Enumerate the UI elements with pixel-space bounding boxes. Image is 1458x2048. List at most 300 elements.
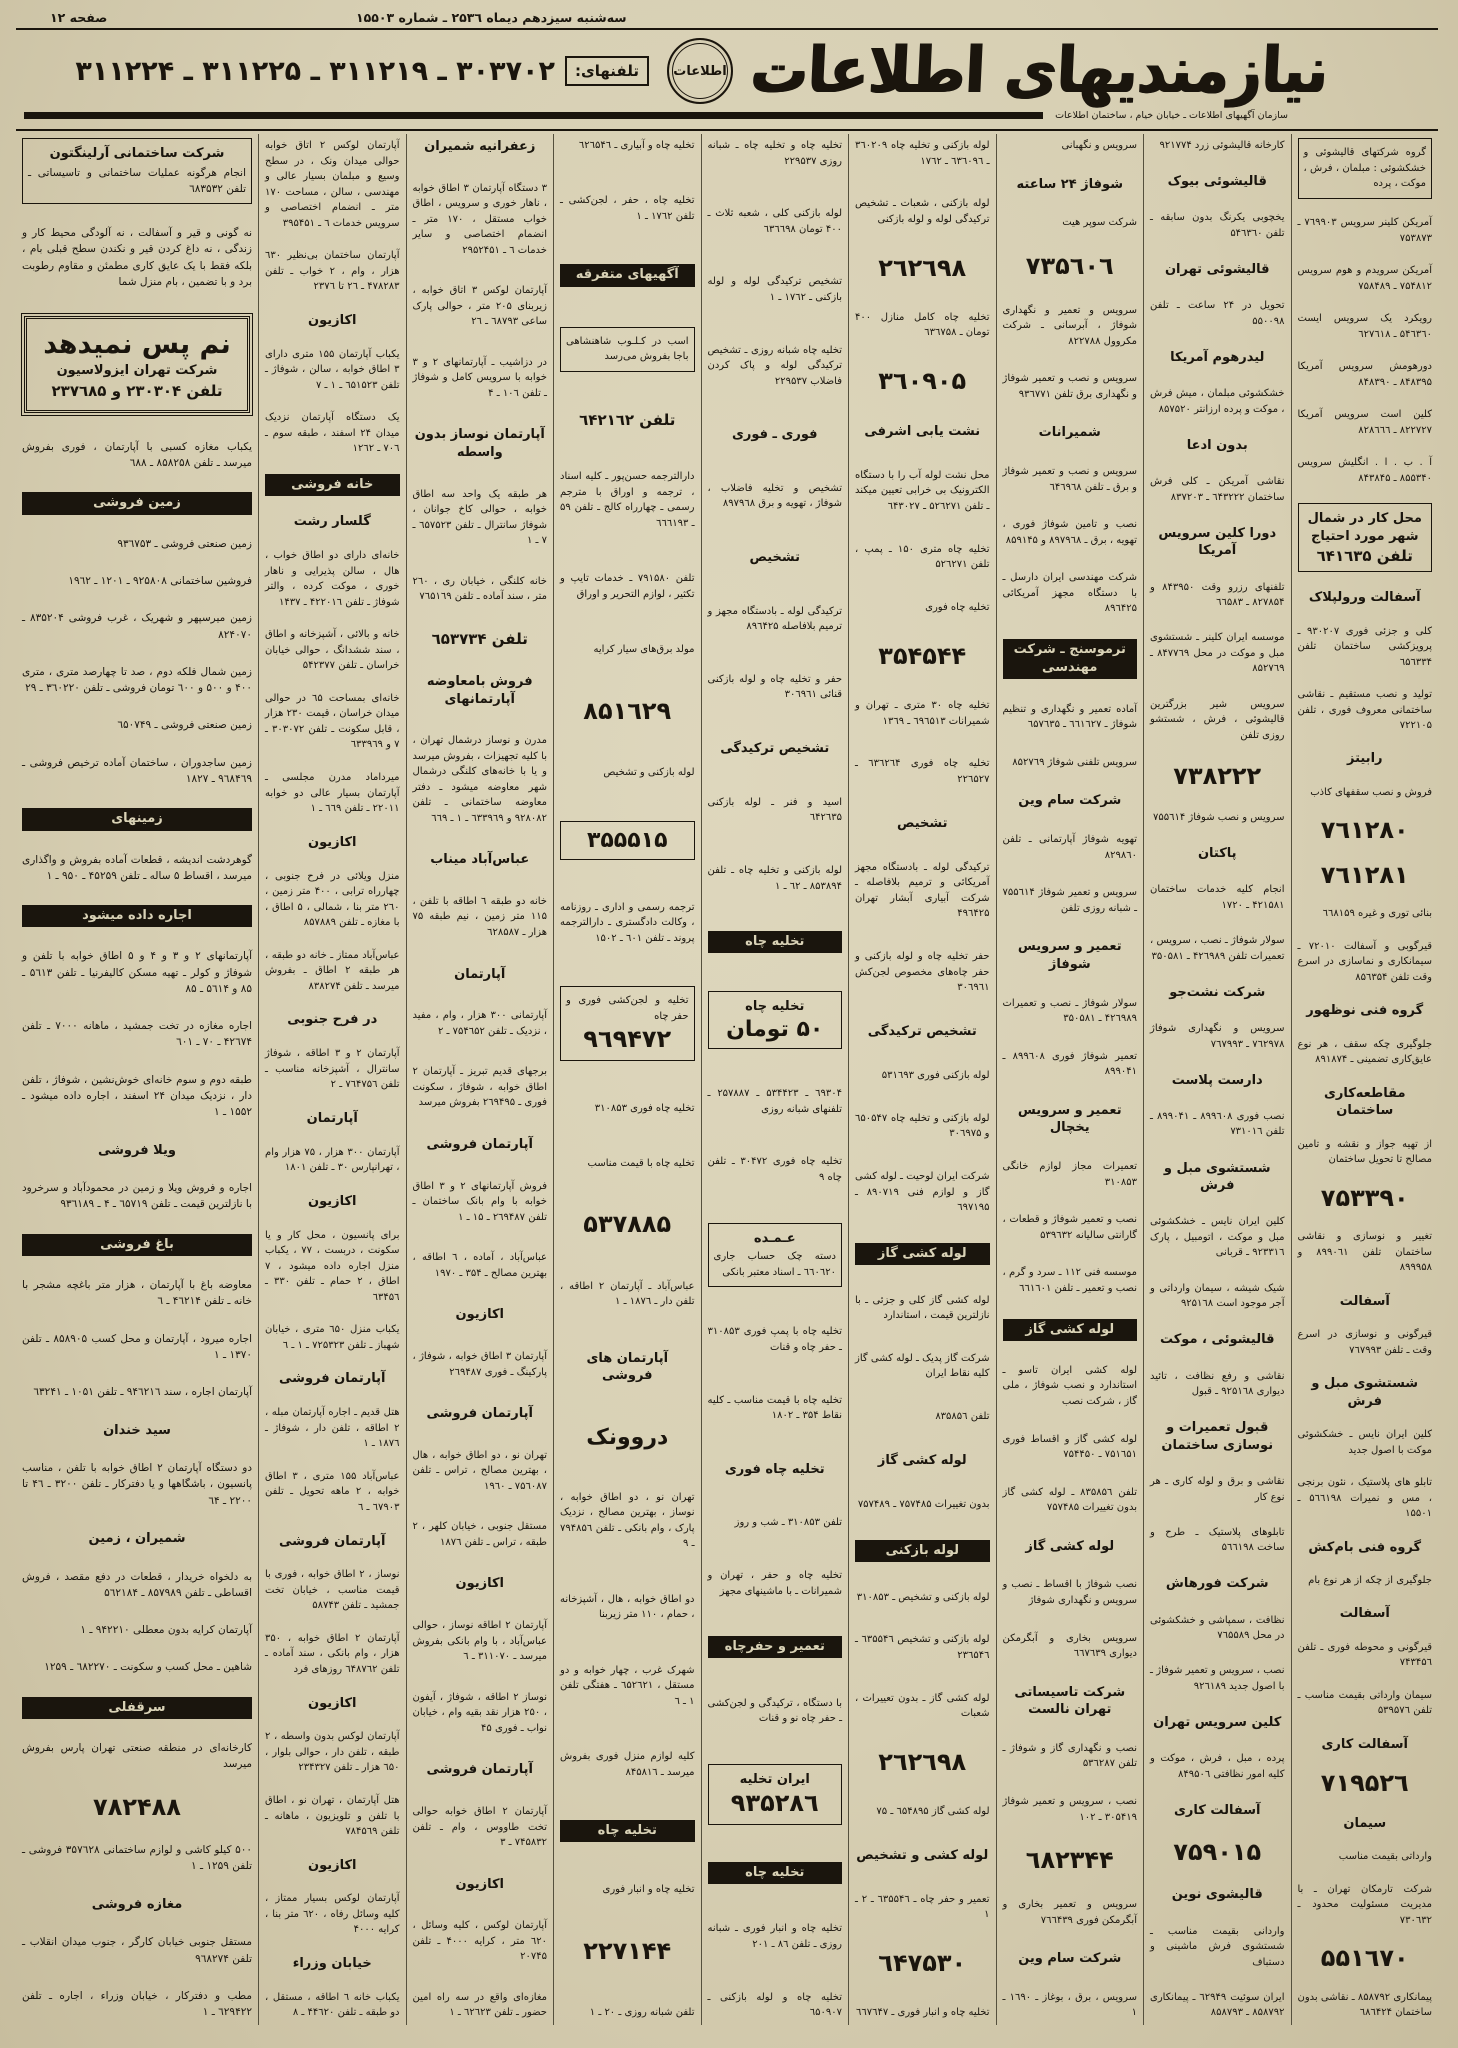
classified-ad-text: لوله بازکنی و تخلیه چاه ۳٦۰۲۰۹ ـ ٦۳٦۰۹٦ ـ ۱۷٦۲ — [855, 140, 990, 167]
masthead-title: نیازمندیهای اطلاعات — [749, 33, 1330, 108]
page-number: صفحه ۱۲ — [50, 10, 108, 25]
classified-phone-number: ۲٦۲٦۹۸ — [878, 253, 967, 282]
classified-ad-heading: ویلا فروشی — [98, 1142, 176, 1158]
classified-ad-heading: اکازیون — [307, 1857, 357, 1873]
classified-ad-text: عباس‌آباد ـ آپارتمان ۲ اطاقه ، تلفن دار ـ ۱۸۷٦ ـ ۱ — [560, 1280, 695, 1308]
classified-ad-text: آپارتمان لوکس بسیار ممتاز ، کلیه وسائل رفاه ، ٦۲۰ متر بنا ، کرایه ۴۰۰۰ — [265, 1893, 400, 1936]
classified-ad-heading: آپارتمان فروشی — [426, 1406, 533, 1422]
classified-ad-heading: آپارتمان فروشی — [279, 1533, 386, 1549]
classified-ad-text: جلوگیری چکه سقف ، هر نوع عایق‌کاری تضمینی ـ ۸۹۱۸۷۴ — [1297, 1038, 1432, 1066]
classified-ad-text: هتل قدیم ـ اجاره آپارتمان مبله ، ۲ اطاقه ، تلفن دار ، شوفاژ ـ ۱۸۷٦ ـ ۱ — [265, 1407, 400, 1450]
classified-ad-box — [560, 327, 695, 372]
classified-ad-heading: زعفرانیه شمیران — [424, 139, 536, 154]
classified-ad-text: نظافت ، سمپاشی و خشکشوئی در محل ۷٦۵۵۸۹ — [1150, 1614, 1285, 1642]
classified-ad-text: آپارتمان لوکس بدون واسطه ، ۲ طبقه ، تلفن دار ، حوالی بلوار ، ٦۵۰ هزار ـ تلفن ۲۳۴۳۲۷ — [265, 1731, 400, 1774]
classified-ad-text: بدون تغییرات ۷۵۷۴۸۵ ـ ۷۵۷۴۸۹ — [857, 1499, 990, 1511]
classified-ad-heading: شستشوی مبل و فرش — [1163, 1160, 1271, 1194]
classified-ad-text: نصب ، سرویس و تعمیر شوفاژ ۳۰۵۴۱۹ ـ ۱۰۲ — [1002, 1796, 1137, 1823]
classified-ad-text: منزل ویلائی در فرح جنوبی ، چهارراه ترابی ، ۴۰۰ متر زمین ، ۲٦۰ متر بنا ، شمالی ، ۵ اطاق ، با مغازه ـ تلفن ۸۵۷۸۸۹ — [265, 870, 400, 929]
classified-section-heading: آگهیهای متفرقه — [560, 264, 695, 286]
classified-ad-text: تخلیه چاه و حفر ، تهران و شمیرانات ـ با ماشینهای مجهز — [707, 1570, 842, 1597]
classified-ad-text: اسید و فنر ـ لوله بازکنی ٦۴۲٦۳۵ — [707, 796, 842, 824]
classified-ad-text: لوله بازکنی و تشخیص ـ ۳۱۰۸۵۳ — [856, 1591, 990, 1603]
classified-ad-text: تخلیه چاه فوری ۳۱۰۸۵۳ — [594, 1102, 695, 1114]
classified-ad-text: عباس‌آباد ، آماده ، ٦ اطاقه ، بهترین مصالح ـ ۳۵۴ ـ ۱۹۷۰ — [412, 1252, 548, 1279]
classified-ad-text: قیرگوبی و آسفالت ۷۲۰۱۰ ـ سیمانکاری و نماسازی در اسرع وقت تلفن ۸۵٦۳۵۴ — [1297, 940, 1432, 983]
classified-ad-text: نصب و تامین شوفاژ فوری ، تهویه ، برق ـ ۸۹۷۹٦۸ و ۸۵۹۱۴۵ — [1002, 519, 1137, 546]
classified-ad-text: فروشین ساختمانی ۹۲۵۸۰۸ ـ ۱۲۰۱ ـ ۱۹٦۲ — [68, 574, 252, 587]
classified-ad-text: زمین ساجدوران ، ساختمان آماده ترخیص فروشی ـ ۹٦۸۴٦۹ ـ ۱۸۲۷ — [22, 756, 252, 785]
classified-ad-heading: لیدرهوم آمریکا — [1170, 350, 1265, 366]
classified-phone-number: ۷٦۱۲۸۰ — [1320, 816, 1409, 845]
classified-ad-heading: شمیرانات — [1038, 425, 1101, 441]
classified-ad-heading: تعمیر و سرویس یخچال — [1017, 1102, 1122, 1136]
classified-ad-text: حفر و تخلیه چاه و لوله بازکنی قنائی ۳۰٦۹٦۱ — [707, 673, 842, 701]
classified-ad-heading: شرکت فورهاش — [1165, 1576, 1269, 1592]
display-ad-title: ۳۵۵۵۱۵ — [586, 827, 668, 853]
logo-text: اطلاعات — [673, 63, 727, 79]
classified-column-9 — [16, 134, 258, 2025]
classified-ad-text: آپارتمان ۲ و ۳ اطاقه ، شوفاژ سانترال ، آشپزخانه مناسب ـ تلفن ۷٦۴۷۵٦ ـ ۲ — [265, 1048, 400, 1091]
classified-ad-text: لوله بازکنی کلی ، شعبه ثلاث ـ ۴۰۰ تومان ٦۳٦٦۹۸ — [707, 208, 842, 235]
classified-ad-text: با دستگاه ، ترکیدگی و لجن‌کشی ـ حفر چاه نو و قنات — [707, 1697, 842, 1725]
classified-ad-heading: پاکتان — [1197, 846, 1237, 862]
classified-ad-text: پرده ، مبل ، فرش ، موکت و کلیه امور نظافتی ۸۴۹۵۰٦ — [1150, 1753, 1285, 1780]
classified-ad-text: محل نشت لوله آب را با دستگاه الکترونیک بی خرابی تعیین میکند ـ تلفن ۵۲٦۲۷۱ ـ ٦۴۳۰۲۷ — [855, 469, 990, 512]
classified-ad-text: سرویس و نگهداری شوفاژ ۷٦۲۹۷۸ ـ ۷٦۷۹۹۳ — [1150, 1023, 1285, 1050]
classified-ad-text: کارخانه قالیشوئی زرد ۹۲۱۷۷۴ — [1159, 140, 1285, 151]
classified-ad-text: دارالترجمه حسن‌پور ـ کلیه اسناد ، ترجمه و اوراق با مترجم رسمی ـ چهارراه کالج ـ تلفن ۵۹ ـ ٦٦٦۱۹۳ — [560, 471, 695, 529]
classified-ad-text: تولید و نصب مستقیم ـ نقاشی ساختمانی معروف فوری ، تلفن ۷۲۲۱۰۵ — [1297, 689, 1432, 732]
classified-ad-text: تلفن شبانه روزی ـ ۲۰ ـ ۱ — [589, 2007, 695, 2019]
classified-ad-heading: آسفالت کاری — [1174, 1802, 1261, 1818]
classified-ad-text: نصب فوری ۸۹۹٦۰۸ ـ ۸۹۹۰۴۱ ـ تلفن ۷۳۱۰۱٦ — [1150, 1110, 1285, 1138]
classified-ad-text: خانه کلنگی ، خیابان ری ، ۲٦۰ متر ، سند آماده ـ تلفن ۷٦۵۱٦۹ — [412, 575, 547, 603]
classified-phone-number: ۵۵۱٦۷۰ — [1320, 1944, 1409, 1973]
classified-ad-text: آپارتمان ساختمان بی‌نظیر ٦۳۰ هزار ، وام ، ۲ خواب ـ تلفن ۴۷۸۲۸۳ ـ ۲٦ تا ۲۳۷٦ — [265, 250, 400, 293]
classified-column-1 — [1291, 134, 1439, 2025]
classified-ad-text: تعمیرات مجاز لوازم خانگی ۳۱۰۸۵۳ — [1002, 1161, 1137, 1188]
classified-ad-text: آپارتمان کرایه بدون معطلی ۹۴۲۲۱۰ ـ ۱ — [80, 1624, 252, 1637]
classified-section-heading: لوله کشی گاز — [855, 1243, 990, 1265]
classified-ad-text: کارخانه‌ای در منطقه صنعتی تهران پارس بفروش میرسد — [22, 1741, 252, 1771]
classified-section-heading: لوله کشی گاز — [1003, 1319, 1138, 1341]
classified-ad-heading: شرکت نشت‌جو — [1169, 984, 1266, 1000]
classified-ad-text: نصب و تعمیر شوفاژ و قطعات ، گارانتی سالیانه ۵۳۹٦۳۲ — [1002, 1214, 1137, 1241]
classified-section-heading: زمینهای — [22, 808, 252, 830]
classified-ad-box — [560, 986, 695, 1061]
classified-ad-text: لوله کشی گاز کلی و جزئی ـ با نازلترین قیمت ، استاندارد — [855, 1294, 990, 1322]
decorative-bar — [24, 112, 1043, 119]
classified-ad-text: سرویس شیر بزرگترین قالیشوئی ، فرش ، شستشو روزی تلفن — [1150, 698, 1285, 741]
classified-ad-text: خشکشوئی مبلمان ، میش فرش ، موکت و پرده ارزانتر ۸۵۷۵۲۰ — [1150, 388, 1285, 415]
classified-ad-text: در دزاشیب ـ آپارتمانهای ۲ و ۳ خوابه با سرویس کامل و شوفاژ ـ تلفن ۱۰٦ ـ ۴ — [412, 356, 547, 399]
classified-ad-text: مدرن و نوساز درشمال تهران ، با کلیه تجهیزات ، بفروش میرسد و یا با خانه‌های کلنگی درشمال شهر معاوضه میشود ـ دفتر معاوضه ساختمانی ـ تلفن ۹۲۸۰۸۲ و ٦۳۳۹٦۹ ـ ۱ ـ ٦٦۹ — [412, 735, 547, 824]
classified-ad-text: سولار شوفاژ ـ نصب و تعمیرات ۴۲٦۹۸۹ ـ ۳۵۰۵۸۱ — [1002, 997, 1137, 1025]
classified-ad-heading: آسفالت — [1339, 1293, 1390, 1309]
classified-ad-box — [1298, 138, 1433, 199]
classified-ad-text: تخلیه و لجن‌کشی فوری و حفر چاه — [566, 995, 689, 1022]
classified-ad-text: ترجمه رسمی و اداری ـ روزنامه ، وکالت دادگستری ـ دارالترجمه پروند ـ تلفن ٦۰۱ ـ ۱۵۰۲ — [560, 901, 695, 944]
classified-ad-text: تخلیه چاه با قیمت مناسب — [587, 1158, 695, 1169]
classified-ad-heading: عـمـده — [753, 1230, 796, 1246]
classified-ad-heading: تخلیه چاه — [745, 998, 805, 1014]
classified-ad-text: آپارتمانهای ۲ و ۳ و ۴ و ۵ اطاق خوابه با تلفن و شوفاژ و کولر ـ تهیه مسکن کالیفرنیا ـ تلفن ۵٦۱۳ ـ ۸۵ و ۵٦۱۴ ـ ۸۵ — [22, 950, 253, 995]
classified-ad-text: لوله بازکنی فوری ۵۳۱٦۹۳ — [881, 1069, 990, 1081]
classified-section-heading: سرقفلی — [22, 1697, 252, 1719]
classified-ad-text: تشخیص و تخلیه فاضلاب ، شوفاژ ، تهویه و برق ۸۹۷۹٦۸ — [707, 482, 842, 510]
masthead-subtext: سازمان آگهیهای اطلاعات ـ خیابان خیام ، ساختمان اطلاعات — [1055, 110, 1288, 121]
classified-ad-text: سرویس و نصب و تعمیر شوفاژ و نگهداری برق تلفن ۹۳٦۷۷۱ — [1002, 373, 1137, 400]
classified-ad-text: تخلیه چاه متری ۱۵۰ ـ پمپ ، تلفن ۵۲٦۲۷۱ — [855, 543, 990, 571]
page-info-bar — [16, 6, 1438, 30]
classified-ad-text: لوله بازکنی و تخلیه چاه ٦۵۰۵۴۷ و ۳۰٦۹۷۵ — [855, 1112, 990, 1140]
classified-ad-text: یخچوبی یکرنگ بدون سابقه ـ تلفن ۵۴٦۳٦۰ — [1150, 212, 1285, 239]
masthead-phones — [75, 56, 649, 87]
classified-ad-heading: شرکت تاسیساتی تهران نالست — [1014, 1684, 1126, 1718]
classified-ad-text: آپارتمان اجاره ، سند ۹۴٦۲۱٦ ـ تلفن ۱۰۵۱ ـ ٦۳۲۴۱ — [33, 1386, 252, 1399]
classified-phone-number: ۷۵۳۳۹۰ — [1320, 1183, 1409, 1212]
newspaper-logo-stamp — [667, 38, 733, 104]
classified-ad-text: مولد برق‌های سیار کرایه — [593, 644, 695, 656]
masthead-row — [16, 30, 1438, 110]
classified-section-heading: لوله بازکنی — [855, 1540, 990, 1562]
classified-section-heading: تخلیه چاه — [708, 1862, 843, 1884]
display-ad-title: دروونک — [586, 1424, 669, 1450]
classified-section-heading: تخلیه چاه — [708, 931, 843, 953]
classified-ad-text: شرکت مهندسی ایران دارسل ـ با دستگاه مجهز آمریکائی ۸۹٦۴۲۵ — [1002, 572, 1137, 615]
classified-ad-text: تحویل در ۲۴ ساعت ـ تلفن ۵۵۰۰۹۸ — [1150, 300, 1285, 327]
classified-ad-heading: تشخیص — [749, 550, 801, 566]
classified-ad-text: تخلیه چاه شبانه روزی ـ تشخیص ترکیدگی لوله و پاک کردن فاضلاب ۲۲۹۵۳۷ — [707, 344, 842, 387]
classified-ad-text: لوله کشی گاز و اقساط فوری ۷۵۱٦۵۱ ـ ۷۵۴۴۵۰ — [1002, 1433, 1137, 1460]
classified-ad-box — [1298, 503, 1433, 572]
classified-ad-heading: فروش بامعاوضه آپارتمانهای — [426, 674, 533, 707]
classified-ad-text: تغییر و نوسازی و نقاشی ساختمان تلفن ۸۹۹۰٦۱ و ۸۹۹۹۵۸ — [1297, 1231, 1433, 1274]
classified-column-7 — [406, 134, 554, 2025]
classified-phone-number: ۳٦۰۹۰۵ — [878, 367, 967, 396]
classified-ad-text: اسب در کـلـوب شاهنشاهی باجا بفروش می‌رسد — [566, 335, 689, 362]
classified-ad-heading: اکازیون — [307, 1193, 357, 1209]
classified-ad-box — [22, 138, 252, 204]
display-ad-title: ۵۰ تومان — [726, 1017, 824, 1043]
classified-section-heading: ترموسنج ـ شرکت مهندسی — [1003, 639, 1138, 679]
classified-ad-text: عباس‌آباد ۱۵۵ متری ، ۳ اطاق خوابه ، ۲ ماهه تحویل ـ تلفن ٦۷۹۰۳ ـ ٦ — [265, 1470, 400, 1513]
classified-ad-heading: آپارتمان نوساز بدون واسطه — [414, 427, 545, 461]
classified-section-heading: زمین فروشی — [22, 492, 252, 514]
classified-ad-text: مستقل جنوبی خیابان کارگر ، جنوب میدان انقلاب ـ تلفن ۹٦۸۲۷۴ — [22, 1936, 252, 1965]
classified-ad-text: زمین میرسپهر و شهریک ، غرب فروشی ۸۳۵۲۰۴ ـ ۸۲۴۰۷۰ — [22, 612, 252, 641]
classified-ad-box — [708, 1764, 843, 1825]
classified-ad-text: لوله بازکنی و تشخیص — [603, 767, 695, 779]
classified-ad-text: سرویس بخاری و آبگرمکن دیواری ٦٦۷٦۳۹ — [1002, 1632, 1137, 1660]
classified-ad-text: سرویس و نصب و تعمیر شوفاژ و برق ـ تلفن ٦۴٦۹٦۸ — [1002, 466, 1137, 493]
classified-ad-text: بنائی توری و غیره ٦٦۸۱۵۹ — [1322, 908, 1432, 920]
classified-section-heading: خانه فروشی — [265, 474, 400, 496]
classified-ad-text: اجاره و فروش ویلا و زمین در محمودآباد و سرخرود با نازلترین قیمت ـ تلفن ٦۵۷۱۹ ـ ۴ ـ ۹۳٦۱۸۹ — [22, 1182, 252, 1211]
classified-ad-text: عباس‌آباد ممتاز ـ خانه دو طبقه ، هر طبقه ۲ اطاق ـ بفروش میرسد ـ تلفن ۸۳۸۲۷۴ — [265, 949, 400, 992]
classified-column-5 — [701, 134, 849, 2025]
classified-ad-text: میرداماد مدرن مجلسی ـ آپارتمان بسیار عالی دو خوابه ۲۲۰۱۱ ـ تلفن ٦٦۹ ـ ۱ — [265, 772, 400, 815]
classified-ad-text: گوهردشت اندیشه ، قطعات آماده بفروش و واگذاری میرسد ، اقساط ۵ ساله ـ تلفن ۴۵۲۵۹ ـ ۹۵۰ ـ ۱ — [22, 853, 252, 882]
classified-ad-text: دورهومش سرویس آمریکا ۸۴۸۳۹۵ ـ ۸۴۸۳۹۰ — [1297, 361, 1432, 388]
classified-ad-heading: اکازیون — [455, 1307, 504, 1323]
classified-ad-text: تابلو های پلاستیک ، نئون برنجی ، مس و نمیرات ۵٦٦۱۹۸ ـ ۱۵۵۰۱ — [1297, 1477, 1433, 1520]
classified-ad-text: تخلیه چاه و آبیاری ـ ٦۲٦۵۴٦ — [578, 140, 695, 151]
classified-phone-number-small: تلفن ٦۴۲۱٦۲ — [579, 411, 676, 430]
classified-ad-text: نقاشی و رفع نظافت ، تائید دیواری ۹۲۵۱٦۸ ـ قبول — [1150, 1370, 1285, 1398]
classified-ad-heading: خیابان وزراء — [292, 1956, 372, 1972]
classified-ad-heading: لوله کشی و تشخیص — [856, 1848, 989, 1864]
classified-ad-text: شرکت ایران لوحیت ـ لوله کشی گاز و لوازم فنی ۸۹۰۷۱۹ ـ ٦۹۷۱۹۵ — [855, 1171, 990, 1214]
classified-ad-text: تهران نو ، دو اطاق خوابه ، هال ، بهترین مصالح ، تراس ـ تلفن ۷۵٦۰۸۷ ـ ۱۹٦۰ — [412, 1449, 547, 1492]
classified-column-3 — [996, 134, 1144, 2025]
classified-phone-number: ۹٦۹۴۷۲ — [583, 1025, 672, 1054]
classified-phone-number: ۷۱۹۵۲٦ — [1320, 1769, 1409, 1798]
classified-ad-heading: آپارتمان های فروشی — [586, 1350, 669, 1384]
classified-ad-heading: اکازیون — [455, 1576, 504, 1592]
classified-ad-text: تلفن ۸۳۵۸۵٦ ـ لوله کشی گاز بدون تغییرات ۷۵۷۴۸۵ — [1002, 1486, 1137, 1514]
classified-ad-text: آ . ب . ا . انگلیش سرویس ۸۵۵۳۴۰ ـ ۸۴۳۸۴۵ — [1297, 457, 1432, 484]
classified-ad-text: آپارتمان ۳۰۰ هزار ، ۷۵ هزار وام ، تهرانپارس ۳۰ ـ تلفن ۱۸۰۱ — [265, 1146, 400, 1174]
classified-ad-heading: دارست پلاست — [1171, 1072, 1263, 1088]
classified-ad-text: واردانی بقیمت مناسب ـ شستشوی فرش ماشینی و دستباف — [1150, 1925, 1285, 1968]
classified-phone-number: ۳۵۴۵۴۴ — [878, 642, 967, 671]
classified-ad-text: زمین صنعتی فروشی ـ ٦۵۰۷۴۹ — [117, 719, 252, 732]
classified-ad-heading: تخلیه چاه فوری — [724, 1461, 825, 1477]
classified-ad-text: یک دستگاه آپارتمان نزدیک میدان ۲۴ اسفند ، طبقه سوم ـ ۷۰٦ ـ ۱۲٦۲ — [265, 412, 400, 455]
classified-phone-number: ۷۳۵٦۰٦ — [1025, 251, 1114, 280]
classified-ad-text: آپارتمان ۲ اطاق خوابه حوالی تخت طاووس ، وام ـ تلفن ۷۴۵۸۳۲ ـ ۳ — [412, 1806, 547, 1849]
classified-ad-text: ترکیدگی لوله ـ بادستگاه مجهز و ترمیم بلافاصله ۸۹٦۴۲۵ — [707, 605, 842, 633]
classified-ad-text: نقاشی و برق و لوله کاری ـ هر نوع کار — [1150, 1476, 1285, 1503]
classified-ad-text: تخلیه چاه ۳۰ متری ـ تهران و شمیرانات ٦۹٦۵۱۳ ـ ۱۳٦۹ — [855, 700, 990, 727]
classified-ad-text: نقاشی آمریکن ـ کلی فرش ساختمان ٦۴۳۲۲۲ ـ ۸۳۷۲۰۳ — [1150, 476, 1285, 503]
classified-ad-text: دو اطاق خوابه ، هال ، آشپزخانه ، حمام ، ۱۱۰ متر زیربنا — [560, 1593, 695, 1621]
classified-ad-text: تخلیه چاه و انبار فوری ـ ٦٦۷٦۴۷ — [855, 2007, 990, 2019]
classified-ad-text: خانه دو طبقه ٦ اطاقه با تلفن ، ۱۱۵ متر زمین ، نیم طبقه ۷۵ هزار ـ ٦۲۸۵۸۷ — [412, 895, 547, 938]
classified-ad-heading: تشخیص ترکیدگی — [720, 741, 830, 757]
classified-ad-text: ترکیدگی لوله ـ بادستگاه مجهز آمریکائی و ترمیم بلافاصله ـ شرکت آبیاری آبشار تهران ۴۹٦۴۲۵ — [855, 861, 990, 920]
classified-ad-text: خانه و بالائی ، آشپزخانه و اطاق ، سند ششدانگ ، حوالی خیابان خراسان ـ تلفن ۵۴۲۳۷۷ — [265, 629, 400, 672]
classified-ad-box — [560, 821, 695, 860]
classified-ad-text: سرویس ، برق ، بوغاز ـ ۱٦۹۰ ـ ۱ — [1002, 1991, 1137, 2019]
classified-ad-heading: گلسار رشت — [293, 514, 371, 530]
classified-ad-heading: آپارتمان فروشی — [426, 1136, 533, 1152]
classified-ad-heading: بدون ادعا — [1186, 437, 1248, 453]
classified-ad-text: لوله بازکنی ، شعبات ـ تشخیص ترکیدگی لوله و لوله بازکنی — [855, 198, 990, 225]
classified-ad-text: کلی و جزئی فوری ۹۳۰۲۰۷ ـ پرویزکشی ساختمان تلفن ٦۵٦۳۳۴ — [1297, 625, 1432, 668]
classified-ad-heading: شوفاژ ۲۴ ساعته — [1016, 176, 1123, 192]
classified-ad-heading: شرکت سام وین — [1018, 793, 1122, 809]
classified-ad-heading: عباس‌آباد میناب — [430, 852, 530, 868]
classified-ad-text: شرکت تارمکان تهران ـ با مدیریت مسئولیت محدود ـ ۷۳۰٦۳۲ — [1297, 1883, 1432, 1926]
classified-ad-heading: شرکت سام وین — [1018, 1951, 1122, 1967]
classified-ad-heading: اکازیون — [455, 1876, 504, 1892]
classified-ad-text: تابلوهای پلاستیک ـ طرح و ساخت ۵٦٦۱۹۸ — [1150, 1526, 1285, 1554]
classified-ad-heading: قالیشوئی تهران — [1164, 262, 1270, 278]
classified-ad-text: موسسه ایران کلینر ـ شستشوی مبل و موکت در محل ۸۴۷۷٦۹ ـ ۸۵۲۷٦۹ — [1150, 632, 1285, 675]
classified-column-8 — [258, 134, 406, 2025]
classified-phone-number: ٦۸۲۳۴۴ — [1025, 1846, 1114, 1875]
classified-ad-heading: شستشوی مبل و فرش — [1311, 1376, 1419, 1409]
classified-ad-heading: تشخیص ترکیدگی — [867, 1024, 977, 1039]
classified-ad-heading: قالیشوئی بیوک — [1167, 174, 1267, 190]
classified-phone-number-small: تلفن ٦۵۳۷۳۴ — [431, 629, 528, 648]
classified-ad-text: ٦۹۳۰۴ ـ ۵۳۴۴۲۳ ـ ۲۵۷۸۸۷ ـ تلفنهای شبانه روزی — [707, 1088, 843, 1115]
classified-ad-text: خانه‌ای دارای دو اطاق خواب ، هال ، سالن پذیرایی و ناهار خوری ، موکت کرده ، والتر شوفاژ ـ تلفن ۴۲۲۰۱٦ ـ ۱۴۳۷ — [265, 550, 400, 608]
classified-ad-heading: آسفالت کاری — [1321, 1736, 1408, 1752]
classified-ad-heading: لوله کشی گاز — [877, 1453, 967, 1469]
classified-ad-text: سرویس تلفنی شوفاژ ۸۵۲۷٦۹ — [1012, 756, 1137, 768]
classified-ad-heading: در فرح جنوبی — [287, 1012, 378, 1028]
classified-ad-text: قیرگونی و محوطه فوری ـ تلفن ۷۴۳۴۵٦ — [1297, 1641, 1432, 1669]
classified-ad-heading: شرکت ساختمانی آرلینگتون — [49, 146, 225, 161]
classified-ad-heading: اکازیون — [307, 834, 357, 850]
classified-ad-text: تلفنهای رزرو وقت ۸۴۳۹۵۰ و ۸۲۷۸۵۴ ـ ٦٦۵۸۳ — [1150, 581, 1285, 609]
classified-ad-text: تخلیه چاه و تخلیه چاه ـ شبانه روزی ۲۲۹۵۳۷ — [707, 140, 842, 167]
classified-ad-text: سرویس و نصب شوفاژ ۷۵۵٦۱۴ — [1152, 812, 1285, 823]
classified-ad-heading: قالیشوئی ، موکت — [1159, 1332, 1275, 1348]
classified-ad-text: کلین است سرویس آمریکا ۸۲۲۷۲۷ ـ ۸۲۸٦٦٦ — [1297, 409, 1432, 436]
classified-phone-number-small: تلفن ۲۳۰۳۰۴ و ۲۳۷٦۸۵ — [51, 381, 223, 400]
classified-ad-text: به دلخواه خریدار ، قطعات در دفع مقصد ، فروش اقساطی ـ تلفن ۸۵۷۹۸۹ ـ ۵٦۲۱۸۴ — [22, 1570, 252, 1599]
classifieds-columns — [16, 129, 1438, 2025]
classified-ad-heading: آپارتمان — [306, 1110, 358, 1126]
classified-ad-text: برجهای قدیم تبریز ـ آپارتمان ۲ اطاق خوابه ، شوفاژ ، سکونت فوری ـ ۲٦۹۴۹۵ بفروش میرسد — [412, 1066, 547, 1109]
classified-ad-heading: مقاطعه‌کاری ساختمان — [1323, 1085, 1406, 1119]
classified-ad-text: آپارتمان لوکس ۲ اتاق خوابه حوالی میدان ونک ، در سطح وسیع و مبلمان بسیار عالی و مهندسی ، سالن ، مساحت ۱۷۰ متر ـ انضمام اختصاصی و سرویس خدمات ٦ ـ ۳۹۵۴۵۱ — [265, 140, 400, 229]
classified-ad-text: ایران سوئیت ٦۲۹۴۹ ـ پیمانکاری ۸۵۸۷۹۲ ـ ۸۵۸۷۹۳ — [1150, 1991, 1285, 2019]
classified-ad-text: تعمیر و حفر چاه ـ ٦۳۵۵۴٦ ـ ۲ ـ ۱ — [855, 1893, 990, 1921]
classified-ad-text: نصب و نگهداری گاز و شوفاژ ـ تلفن ۵۳٦۲۸۷ — [1002, 1742, 1137, 1770]
classified-ad-heading: مغازه فروشی — [91, 1896, 183, 1912]
classified-ad-text: تهویه شوفاژ آپارتمانی ـ تلفن ۸۲۹۸٦۰ — [1002, 834, 1137, 861]
classified-ad-text: ۳ دستگاه آپارتمان ۳ اطاق خوابه ، ناهار خوری و سرویس ، اطاق خواب مستقل ، ۱۷۰ متر ـ انضمام اختصاصی و سایر خدمات ٦ ـ ۲۹۵۲۴۵۱ — [412, 182, 547, 256]
classified-ad-text: سرویس و تعمیر بخاری و آبگرمکن فوری ۷٦٦۴۳۹ — [1002, 1899, 1137, 1926]
classified-ad-heading: آسفالت ورولپلاک — [1308, 590, 1421, 606]
classified-ad-heading: اکازیون — [307, 312, 357, 328]
classified-ad-text: نوساز ۲ اطاقه ، شوفاژ ، آیفون ، ۲۵۰ هزار نقد بقیه وام ، خیابان نواب ـ فوری ۴۵ — [412, 1691, 547, 1734]
classified-ad-text: لوله کشی گاز ٦۵۴۸۹۵ ـ ۷۵ — [876, 1806, 990, 1818]
classified-ad-text: شرکت گاز پدیک ـ لوله کشی گاز کلیه نقاط ایران — [855, 1352, 990, 1380]
classified-ad-text: نه گونی و قیر و آسفالت ، نه آلودگی محیط کار و زندگی ، نه داغ کردن قیر و نکندن سطح قبلی بام ، بلکه فقط با یک عایق کاری مطمئن و مقاوم رطوبت برد و با تضمین ، بام منزل شما — [22, 227, 252, 288]
classified-ad-text: لوله کشی گاز ـ بدون تعییرات ، شعبات — [855, 1692, 990, 1720]
classified-ad-text: تخلیه چاه فوری ۳۰۴۷۲ ـ تلفن چاه ۹ — [707, 1156, 842, 1183]
classified-column-6 — [553, 134, 701, 2025]
classified-ad-text: تخلیه چاه فوری ٦۳٦۲٦۴ ـ ۲۲٦۵۲۷ — [855, 758, 990, 785]
classified-ad-text: فروش و نصب سقفهای کاذب — [1310, 786, 1432, 798]
classified-ad-text: آمریکن کلینر سرویس ۷٦۹۹۰۳ ـ ۷۵۳۸۷۳ — [1297, 217, 1432, 244]
classified-ad-text: نصب ، سرویس و تعمیر شوفاژ ـ با اصول جدید ۹۲٦۱۸۹ — [1150, 1665, 1285, 1692]
classified-ad-text: انجام کلیه خدمات ساختمان ۴۲۱۵۸۱ ـ ۱۷۲۰ — [1150, 884, 1285, 911]
classified-ad-text: رویکرد یک سرویس ایست ۵۴٦۳٦۰ ـ ٦۲۷٦۱۸ — [1297, 313, 1432, 340]
classified-ad-heading: دورا کلین سرویس آمریکا — [1158, 525, 1277, 559]
classified-ad-text: سولار شوفاژ ـ نصب ، سرویس ، تعمیرات تلفن ۴۲٦۹۸۹ ـ ۳۵۰۵۸۱ — [1150, 935, 1285, 962]
classified-ad-text: سیمان وارداتی بقیمت مناسب ـ تلفن ۵۳۹۵۷٦ — [1297, 1689, 1432, 1717]
classified-ad-text: آمریکن سرویدم و هوم سرویس ۷۵۴۸۱۲ ـ ۷۵۸۴۸۹ — [1297, 265, 1432, 292]
phones-label: تلفنهای: — [565, 56, 649, 86]
classified-ad-text: تخلیه چاه و انبار فوری ـ شبانه روزی ـ تلفن ۸٦ ـ ۲۰۱ — [707, 1923, 842, 1950]
classified-ad-box — [708, 991, 843, 1050]
classified-ad-text: انجام هرگونه عملیات ساختمانی و تاسیساتی ـ تلفن ٦۸۳۵۳۲ — [28, 166, 246, 195]
classified-ad-heading: اکازیون — [307, 1695, 357, 1711]
classified-ad-box — [708, 1223, 843, 1288]
classified-ad-text: طبقه دوم و سوم خانه‌ای خوش‌نشین ، شوفاژ ، تلفن دار ، نزدیک میدان ۲۴ اسفند ، اجاره داده میشود ـ ۱۵۵۲ ـ ۱ — [22, 1073, 252, 1119]
classified-ad-heading: شرکت تهران ایزولاسیون — [56, 363, 218, 379]
classified-ad-text: آپارتمان ۲ اطاقه نوساز ، حوالی عباس‌آباد ، با وام بانکی بفروش میرسد ـ ۳۱۱۰۷۰ ـ ٦ — [412, 1620, 547, 1663]
classified-ad-text: آپارتمان لوکس ۳ اتاق خوابه ، زیربنای ۲۰۵ متر ، حوالی پارک ساعی ٦۸۷۹۳ ـ ۲٦ — [412, 285, 548, 328]
classified-ad-text: مغازه‌ای واقع در سه راه امین حضور ـ تلفن ٦۲٦۲۳ ـ ۱ — [412, 1991, 547, 2019]
classified-ad-heading: تشخیص — [896, 815, 948, 831]
classified-phone-number: ۵۳۷۸۸۵ — [583, 1210, 672, 1239]
classified-phone-number: ٦۴۷۵۳۰ — [878, 1949, 967, 1978]
classified-ad-text: آپارتمان لوکس ، کلیه وسائل ، ٦۲۰ متر ، کرایه ۴۰۰۰ ـ تلفن ۲۰۷۴۵ — [412, 1920, 547, 1963]
classified-ad-text: مستقل جنوبی ، خیابان کلهر ، ۲ طبقه ، تراس ـ تلفن ۱۸۷٦ — [412, 1521, 547, 1548]
classified-ad-text: هتل آپارتمان ، تهران نو ، اطاق با تلفن و تلویزیون ، ماهانه ـ تلفن ۷۸۴۵٦۹ — [265, 1795, 400, 1838]
classified-phone-number: ۷٦۱۲۸۱ — [1320, 860, 1409, 889]
masthead-subrow — [16, 110, 1438, 127]
classified-ad-text: ۵۰۰ کیلو کاشی و لوازم ساختمانی ۳۵۷٦۲۸ فروشی ـ تلفن ۱۲۵۹ ـ ۱ — [22, 1844, 253, 1873]
classified-ad-heading: فوری ـ فوری — [731, 427, 818, 443]
classified-section-heading: باغ فروشی — [22, 1234, 252, 1256]
classified-ad-text: تخلیه چاه و لوله بازکنی ـ ٦۵۰۹۰۷ — [707, 1991, 842, 2019]
classified-ad-heading: آپارتمان — [454, 966, 506, 982]
classified-ad-text: وارداتی بقیمت مناسب — [1338, 1851, 1432, 1863]
classified-ad-text: یکباب منزل ٦۵۰ متری ، خیابان شهباز ـ تلفن ۷۲۵۳۲۳ ـ ۱ ـ ٦ — [265, 1324, 400, 1351]
classified-ad-text: قیرگونی و نوسازی در اسرع وقت ـ تلفن ۷٦۷۹۹۳ — [1297, 1329, 1432, 1356]
display-ad-title: نم پس نمیدهد — [43, 329, 231, 361]
classified-ad-text: تخلیه چاه ، حفر ، لجن‌کشی ـ تلفن ۱۷٦۲ ـ ۱ — [560, 195, 695, 222]
classified-ad-text: شهرک غرب ، چهار خوابه و دو مستقل ، ٦۵۲٦۲۱ ـ هفتگی تلفن ۱ ـ ٦ — [560, 1664, 695, 1707]
classified-ad-text: آماده تعمیر و نگهداری و تنظیم شوفاژ ـ ٦٦۱٦۲۷ ـ ٦۵۷٦۳۵ — [1002, 703, 1137, 731]
classified-ad-text: اجاره میرود ، آپارتمان و محل کسب ۸۵۸۹۰۵ ـ تلفن ۱۳۷۰ ـ ۱ — [22, 1332, 252, 1361]
classified-ad-text: زمین صنعتی فروشی ـ ۹۳٦۷۵۳ — [117, 537, 252, 550]
classified-ad-heading: تعمیر و سرویس شوفاژ — [1017, 939, 1122, 972]
classified-ad-text: لوله بازکنی و تشخیص ٦۳۵۵۴٦ ـ ۲۳٦۵۴٦ — [855, 1634, 990, 1661]
classified-phone-number: ۷۳۸۲۲۲ — [1173, 761, 1262, 790]
classified-ad-text: تخلیه چاه و انبار فوری — [602, 1884, 695, 1896]
classified-ad-heading: گروه فنی بام‌کش — [1308, 1539, 1422, 1555]
display-ad-frame — [24, 316, 250, 413]
classified-section-heading: اجاره داده میشود — [22, 905, 252, 927]
classified-ad-text: معاوضه باغ با آپارتمان ، هزار متر باغچه مشجر با خانه ـ تلفن ۴٦۲۱۴ ـ ٦ — [22, 1279, 252, 1308]
classified-ad-text: تلفن ۳۱۰۸۵۳ ـ شب و روز — [734, 1517, 842, 1529]
classified-ad-text: لوله کشی ایران تاسو ـ استاندارد و نصب شوفاژ ، ملی گاز ، شرکت نصب — [1002, 1364, 1137, 1407]
classified-phone-number: ۷۸۲۴۸۸ — [93, 1792, 181, 1821]
classified-ad-text: تخلیه چاه فوری — [925, 602, 990, 614]
classified-ad-heading: سید خندان — [103, 1422, 171, 1438]
classified-ad-text: یکباب مغازه کسبی با آپارتمان ، فوری بفروش میرسد ـ تلفن ۸۵۸۲۵۸ ـ ٦۸۸ — [22, 440, 252, 470]
classified-ad-text: تخلیه چاه کامل منازل ۴۰۰ تومان ـ ٦۳٦۷۵۸ — [855, 311, 990, 339]
classified-ad-text: یکباب خانه ٦ اطاقه ، مستقل ، دو طبقه ـ تلفن ۴۴٦۲۰ ـ ۸ — [265, 1991, 400, 2019]
classified-ad-text: نصب شوفاژ با اقساط ـ نصب و سرویس و نگهداری شوفاژ — [1002, 1579, 1137, 1606]
classified-ad-text: آپارتمانی ۳۰۰ هزار ، وام ، مفید ، نزدیک ـ تلفن ۷۵۴٦۵۲ ـ ۲ — [412, 1010, 547, 1037]
classified-ad-text: تعمیر شوفاژ فوری ۸۹۹٦۰۸ ـ ۸۹۹۰۴۱ — [1002, 1050, 1138, 1078]
classified-ad-heading: رابیتز — [1346, 751, 1383, 767]
classified-ad-text: از تهیه جواز و نقشه و تامین مصالح تا تحویل ساختمان — [1297, 1138, 1432, 1166]
classified-ad-text: شیک شیشه ، سیمان وارداتی و آجر موجود است ۹۲۵۱٦۸ — [1150, 1282, 1285, 1310]
classified-column-4 — [848, 134, 996, 2025]
classified-section-heading: تخلیه چاه — [560, 1820, 695, 1842]
classified-ad-text: دو دستگاه آپارتمان ۲ اطاق خوابه با تلفن ، مناسب پانسیون ، باشگاهها و یا دفترکار ـ تلفن ۳۲۰۰ ـ ۴٦ تا ۲۲۰۰ ـ ٦۴ — [22, 1462, 252, 1507]
classified-ad-text: هر طبقه یک واحد سه اطاق خوابه ، حوالی کاخ جوانان ، شوفاژ سانترال ـ تلفن ٦۵۷۵۲۳ ـ ۷ ـ ۱ — [412, 488, 548, 547]
classified-ad-text: سرویس و تعمیر و نگهداری شوفاژ ، آبرسانی ـ شرکت مکروول ۸۲۲۷۸۸ — [1002, 304, 1137, 347]
classified-ad-text: تخلیه چاه با قیمت مناسب ـ کلیه نقاط ۳۵۴ ـ ۱۸۰۲ — [707, 1394, 842, 1422]
classified-ad-text: کلین ایران نایس ـ خشکشوئی مبل و موکت ، اتومبیل ، پارک ۹۲۳۳۱٦ ـ قربانی — [1150, 1216, 1285, 1259]
classified-section-heading: تعمیر و حفرچاه — [708, 1636, 843, 1658]
classified-ad-text: تهران نو ، دو اطاق خوابه ، نوساز ، بهترین مصالح ، نزدیک پارک ، وام بانکی ـ تلفن ۷۹۴۸۵٦ ـ ۹ — [560, 1491, 695, 1550]
